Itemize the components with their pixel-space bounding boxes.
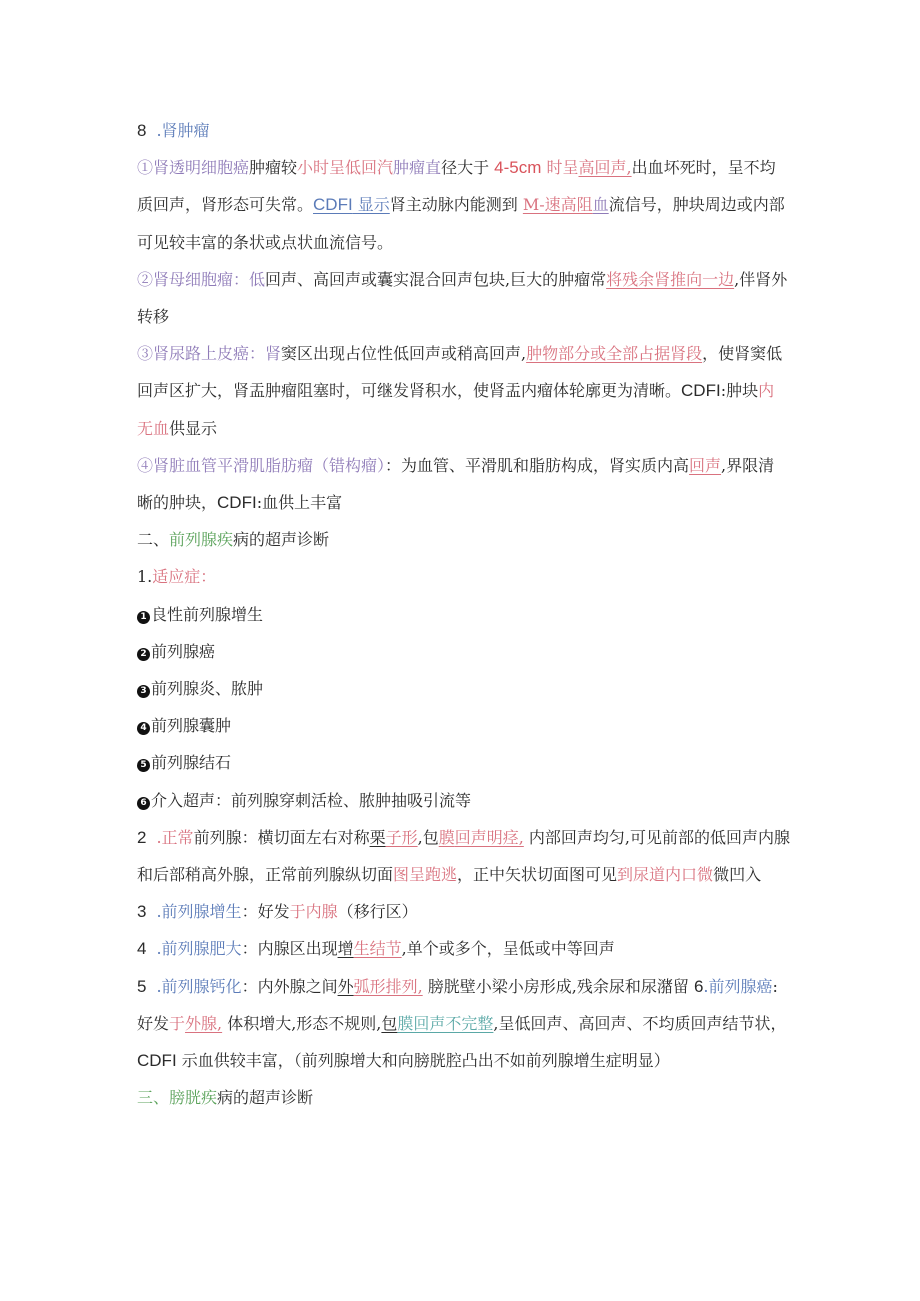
item-number: 5: [137, 976, 147, 996]
heading-prostate-disease: [137, 521, 790, 558]
heading-indications: [137, 558, 790, 595]
text-run: 适应症：: [152, 567, 217, 587]
number-bullet-icon: 1: [137, 611, 150, 624]
text-run: ：好发: [241, 902, 290, 922]
text-run: 弧形排列,: [353, 976, 423, 996]
text-run: 肾主动脉内能测到: [389, 195, 523, 215]
text-run: 出血坏死时，呈不均质回声，肾形态可失常。: [137, 158, 776, 215]
text-run: ④肾脏血管平滑肌脂肪瘤（错构瘤）: [137, 455, 386, 475]
text-run: 膀胱疾: [169, 1088, 218, 1108]
text-run: .正常: [156, 827, 194, 847]
text-run: ,单个或多个，呈低或中等回声: [401, 939, 615, 959]
section-number: 8: [137, 121, 147, 140]
indications-list: [137, 596, 790, 819]
text-run: 回声明痉,: [454, 827, 524, 847]
text-run: 病的超声诊断: [217, 1088, 314, 1108]
number-bullet-icon: 4: [137, 722, 150, 735]
text-run: 图呈跑逃: [393, 865, 458, 885]
number-bullet-icon: 2: [137, 648, 150, 661]
para-prostate-hyperplasia: [137, 893, 790, 930]
text-run: 示血供较丰富，（前列腺增大和向膀胱腔凸出不如前列腺增生症明显）: [176, 1051, 670, 1071]
text-run: 肿瘤直: [393, 158, 442, 178]
text-run: :肿块: [720, 381, 759, 401]
para-prostate-enlargement: [137, 930, 790, 967]
text-run: 流信号，肿块周边或内部可见较丰富的条状或点状血流信号。: [137, 195, 785, 252]
text-run: 回声、高回声或囊实混合回声包块,巨大的肿瘤常: [265, 269, 607, 289]
text-run: .前列腺肥大: [156, 939, 242, 959]
text-run: ：为血管、平滑肌和脂肪构成，肾实质内高: [385, 455, 690, 475]
item-number: 2: [137, 827, 147, 847]
text-run: :血供上丰富: [256, 493, 343, 513]
text-run: 膜: [438, 827, 455, 847]
text-run: 栗: [369, 827, 386, 847]
text-run: 4-5cm: [494, 158, 542, 178]
number-bullet-icon: 5: [137, 759, 150, 772]
text-run: CDFI: [217, 493, 257, 513]
text-run: 时呈: [541, 158, 579, 178]
text-run: 内部回声均匀,可见前部的低回声内腺和后部稍高外腺，正常前列腺纵切面: [137, 827, 790, 885]
text-run: 肿物部分或全部占据肾段: [526, 344, 703, 364]
number-bullet-icon: 6: [137, 797, 150, 810]
text-run: 外腺,: [185, 1013, 223, 1033]
para-clear-cell-carcinoma: [137, 149, 790, 261]
text-run: 径大于: [441, 158, 495, 178]
text-run: ③肾尿路上皮癌：肾: [137, 344, 282, 364]
text-run: 于内腺: [289, 902, 338, 922]
item-number: 4: [137, 939, 147, 959]
text-run: 到尿道内口微: [617, 865, 714, 885]
text-run: ，正中矢状切面图可见: [457, 865, 618, 885]
text-run: CDFI: [313, 195, 353, 215]
text-run: 6: [693, 976, 704, 996]
text-run: :好发: [137, 976, 778, 1033]
text-run: 血: [592, 195, 609, 215]
text-run: ,包: [417, 827, 439, 847]
para-nephroblastoma: [137, 261, 790, 335]
text-run: ②肾母细胞瘤：低: [137, 269, 266, 289]
list-item: 1 良性前列腺增生: [137, 596, 790, 633]
text-run: 外: [337, 976, 354, 996]
list-item: 4 前列腺囊肿: [137, 707, 790, 744]
text-run: 子形: [385, 827, 418, 847]
text-run: 包: [381, 1013, 398, 1033]
text-run: 高回声,: [578, 158, 632, 178]
text-run: 显示: [352, 195, 390, 215]
text-run: ,伴肾外转移: [137, 269, 788, 327]
list-item: 2 前列腺癌: [137, 633, 790, 670]
text-run: 于: [169, 1013, 186, 1033]
text-run: 生结节: [353, 939, 402, 959]
text-run: 增: [337, 939, 354, 959]
text-run: ①肾透明细胞癌: [137, 158, 250, 178]
text-run: 三、: [137, 1088, 170, 1108]
text-run: 窦区出现占位性低回声或稍高回声,: [281, 344, 527, 364]
text-run: 微凹入: [713, 865, 762, 885]
text-run: 膜回声不完整: [397, 1013, 494, 1033]
text-run: 内无血: [137, 381, 775, 438]
text-run: 将残余肾推向一边: [606, 269, 735, 289]
text-run: ：内腺区出现: [241, 939, 338, 959]
text-run: 1.: [137, 567, 153, 587]
text-run: （移行区）: [337, 902, 418, 922]
text-run: 供显示: [169, 418, 218, 438]
text-run: ,呈低回声、高回声、不均质回声结节状，: [493, 1013, 787, 1033]
para-angiomyolipoma: [137, 447, 790, 521]
text-run: 体积增大,形态不规则,: [222, 1013, 382, 1033]
text-run: ,界限清晰的肿块，: [137, 455, 775, 513]
text-run: 病的超声诊断: [233, 530, 330, 550]
section-title: .肾肿瘤: [156, 121, 210, 140]
heading-kidney-tumor: [137, 112, 790, 149]
list-item: 3 前列腺炎、脓肿: [137, 670, 790, 707]
text-run: CDFI: [137, 1051, 177, 1071]
text-run: ：内外腺之间: [241, 976, 338, 996]
text-run: 前列腺疾: [169, 530, 234, 550]
text-run: ，使肾窦低回声区扩大，肾盂肿瘤阻塞时，可继发肾积水，使肾盂内瘤体轮廓更为清晰。: [137, 344, 783, 401]
heading-bladder-disease: [137, 1079, 790, 1116]
list-item: 6 介入超声：前列腺穿刺活检、脓肿抽吸引流等: [137, 782, 790, 819]
text-run: 前列腺：横切面左右对称: [193, 827, 370, 847]
text-run: .前列腺癌: [703, 976, 773, 996]
text-run: .前列腺增生: [156, 902, 242, 922]
text-run: 小时呈低回汽: [297, 158, 394, 178]
text-run: .前列腺钙化: [156, 976, 242, 996]
text-run: M-速高阻: [522, 195, 593, 215]
para-prostate-calcification: [137, 968, 790, 1080]
text-run: 肿瘤较: [249, 158, 298, 178]
item-number: 3: [137, 902, 147, 922]
text-run: CDFI: [681, 381, 721, 401]
text-run: 回声: [689, 455, 722, 475]
para-urothelial-carcinoma: [137, 335, 790, 447]
text-run: 膀胱壁小梁小房形成,残余尿和尿潴留: [422, 976, 694, 996]
text-run: 二、: [137, 530, 170, 550]
number-bullet-icon: 3: [137, 685, 150, 698]
list-item: 5 前列腺结石: [137, 744, 790, 781]
para-normal-prostate: [137, 819, 790, 893]
